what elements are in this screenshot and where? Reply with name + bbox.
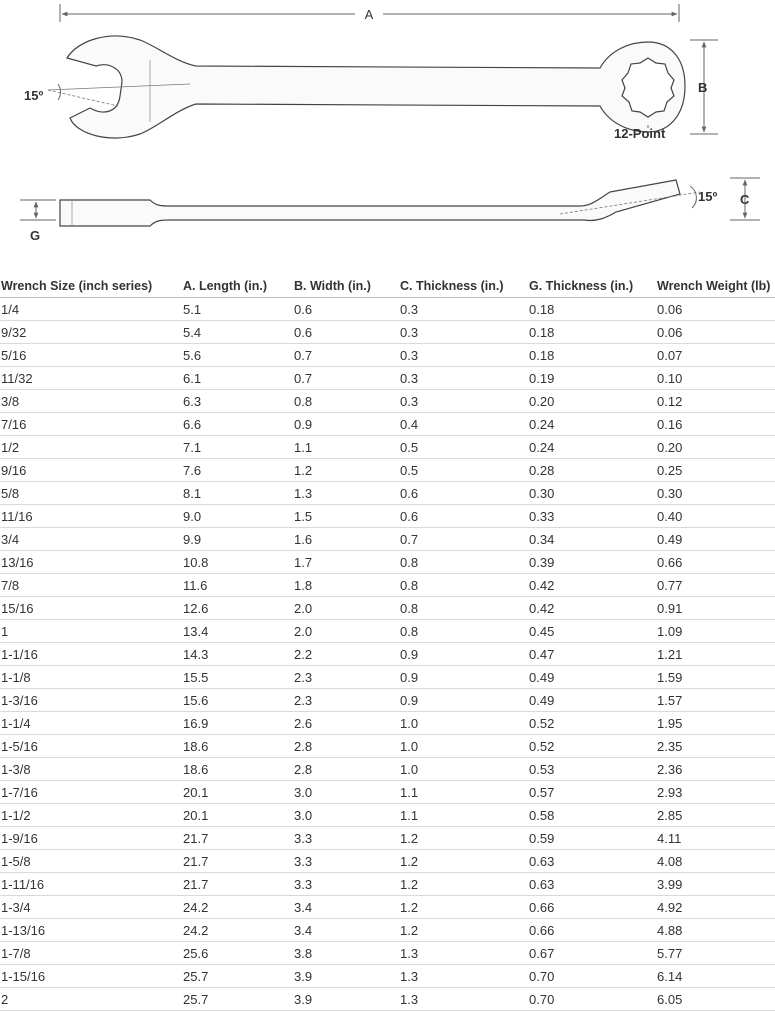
wrench-top-outline bbox=[67, 36, 685, 138]
cell-weight: 0.77 bbox=[656, 574, 775, 597]
cell-weight: 4.11 bbox=[656, 827, 775, 850]
cell-g-thickness: 0.70 bbox=[528, 965, 656, 988]
label-a: A bbox=[364, 7, 374, 22]
cell-c-thickness: 1.2 bbox=[399, 873, 528, 896]
cell-weight: 0.49 bbox=[656, 528, 775, 551]
cell-c-thickness: 0.3 bbox=[399, 367, 528, 390]
cell-c-thickness: 0.3 bbox=[399, 344, 528, 367]
cell-size: 2 bbox=[0, 988, 182, 1011]
cell-c-thickness: 0.7 bbox=[399, 528, 528, 551]
cell-length: 15.5 bbox=[182, 666, 293, 689]
cell-size: 1-1/8 bbox=[0, 666, 182, 689]
cell-size: 1-5/8 bbox=[0, 850, 182, 873]
cell-g-thickness: 0.30 bbox=[528, 482, 656, 505]
cell-size: 1-9/16 bbox=[0, 827, 182, 850]
cell-c-thickness: 1.3 bbox=[399, 942, 528, 965]
table-row bbox=[0, 505, 775, 528]
cell-size: 15/16 bbox=[0, 597, 182, 620]
cell-length: 13.4 bbox=[182, 620, 293, 643]
cell-size: 1-13/16 bbox=[0, 919, 182, 942]
cell-length: 7.1 bbox=[182, 436, 293, 459]
cell-size: 3/4 bbox=[0, 528, 182, 551]
cell-weight: 2.36 bbox=[656, 758, 775, 781]
cell-size: 1/2 bbox=[0, 436, 182, 459]
cell-weight: 0.06 bbox=[656, 321, 775, 344]
cell-width: 3.4 bbox=[293, 896, 399, 919]
table-row bbox=[0, 804, 775, 827]
cell-size: 1-15/16 bbox=[0, 965, 182, 988]
cell-g-thickness: 0.52 bbox=[528, 712, 656, 735]
cell-c-thickness: 0.9 bbox=[399, 643, 528, 666]
cell-size: 1-7/16 bbox=[0, 781, 182, 804]
cell-length: 25.6 bbox=[182, 942, 293, 965]
cell-g-thickness: 0.28 bbox=[528, 459, 656, 482]
cell-length: 16.9 bbox=[182, 712, 293, 735]
table-row bbox=[0, 574, 775, 597]
cell-c-thickness: 1.0 bbox=[399, 735, 528, 758]
table-row bbox=[0, 436, 775, 459]
cell-weight: 0.91 bbox=[656, 597, 775, 620]
cell-size: 5/8 bbox=[0, 482, 182, 505]
cell-width: 3.0 bbox=[293, 804, 399, 827]
cell-size: 7/16 bbox=[0, 413, 182, 436]
table-row bbox=[0, 551, 775, 574]
cell-length: 25.7 bbox=[182, 988, 293, 1011]
cell-g-thickness: 0.59 bbox=[528, 827, 656, 850]
cell-g-thickness: 0.49 bbox=[528, 666, 656, 689]
cell-c-thickness: 0.3 bbox=[399, 321, 528, 344]
table-row bbox=[0, 758, 775, 781]
cell-width: 1.1 bbox=[293, 436, 399, 459]
cell-length: 6.1 bbox=[182, 367, 293, 390]
table-row bbox=[0, 827, 775, 850]
cell-g-thickness: 0.52 bbox=[528, 735, 656, 758]
table-row bbox=[0, 482, 775, 505]
cell-length: 18.6 bbox=[182, 758, 293, 781]
header-c-thickness: C. Thickness (in.) bbox=[399, 275, 528, 298]
table-row bbox=[0, 689, 775, 712]
cell-weight: 0.30 bbox=[656, 482, 775, 505]
box-end-label: 12-Point bbox=[614, 126, 666, 141]
cell-length: 21.7 bbox=[182, 827, 293, 850]
cell-width: 3.4 bbox=[293, 919, 399, 942]
table-row bbox=[0, 735, 775, 758]
table-row bbox=[0, 367, 775, 390]
cell-size: 1-7/8 bbox=[0, 942, 182, 965]
table-row bbox=[0, 988, 775, 1011]
table-row bbox=[0, 919, 775, 942]
table-row bbox=[0, 965, 775, 988]
cell-c-thickness: 0.4 bbox=[399, 413, 528, 436]
cell-g-thickness: 0.63 bbox=[528, 850, 656, 873]
cell-size: 11/16 bbox=[0, 505, 182, 528]
cell-g-thickness: 0.45 bbox=[528, 620, 656, 643]
open-end-angle-label: 15º bbox=[24, 88, 44, 103]
table-body bbox=[0, 298, 775, 1011]
cell-size: 7/8 bbox=[0, 574, 182, 597]
cell-c-thickness: 1.0 bbox=[399, 712, 528, 735]
cell-length: 7.6 bbox=[182, 459, 293, 482]
cell-g-thickness: 0.19 bbox=[528, 367, 656, 390]
table-row bbox=[0, 344, 775, 367]
header-weight: Wrench Weight (lb) bbox=[656, 275, 775, 298]
table-row bbox=[0, 666, 775, 689]
cell-size: 1-5/16 bbox=[0, 735, 182, 758]
cell-length: 9.0 bbox=[182, 505, 293, 528]
cell-c-thickness: 1.3 bbox=[399, 965, 528, 988]
cell-g-thickness: 0.20 bbox=[528, 390, 656, 413]
cell-g-thickness: 0.47 bbox=[528, 643, 656, 666]
cell-c-thickness: 1.0 bbox=[399, 758, 528, 781]
cell-c-thickness: 1.2 bbox=[399, 827, 528, 850]
table-row bbox=[0, 896, 775, 919]
cell-g-thickness: 0.67 bbox=[528, 942, 656, 965]
cell-c-thickness: 1.2 bbox=[399, 850, 528, 873]
cell-c-thickness: 0.8 bbox=[399, 620, 528, 643]
cell-g-thickness: 0.34 bbox=[528, 528, 656, 551]
cell-weight: 0.40 bbox=[656, 505, 775, 528]
cell-g-thickness: 0.18 bbox=[528, 344, 656, 367]
cell-weight: 2.35 bbox=[656, 735, 775, 758]
table-row bbox=[0, 459, 775, 482]
cell-length: 10.8 bbox=[182, 551, 293, 574]
cell-weight: 2.85 bbox=[656, 804, 775, 827]
cell-c-thickness: 0.3 bbox=[399, 390, 528, 413]
cell-g-thickness: 0.63 bbox=[528, 873, 656, 896]
cell-length: 5.1 bbox=[182, 298, 293, 321]
cell-weight: 2.93 bbox=[656, 781, 775, 804]
cell-g-thickness: 0.39 bbox=[528, 551, 656, 574]
cell-c-thickness: 0.8 bbox=[399, 551, 528, 574]
cell-weight: 0.25 bbox=[656, 459, 775, 482]
table-row bbox=[0, 390, 775, 413]
cell-width: 1.8 bbox=[293, 574, 399, 597]
cell-width: 1.3 bbox=[293, 482, 399, 505]
cell-weight: 0.66 bbox=[656, 551, 775, 574]
cell-width: 3.9 bbox=[293, 965, 399, 988]
label-c: C bbox=[740, 192, 750, 207]
cell-c-thickness: 1.1 bbox=[399, 804, 528, 827]
wrench-side-outline bbox=[60, 180, 680, 226]
cell-size: 1-1/16 bbox=[0, 643, 182, 666]
cell-g-thickness: 0.66 bbox=[528, 919, 656, 942]
cell-weight: 4.08 bbox=[656, 850, 775, 873]
cell-size: 1-3/4 bbox=[0, 896, 182, 919]
cell-c-thickness: 0.6 bbox=[399, 482, 528, 505]
cell-weight: 1.09 bbox=[656, 620, 775, 643]
cell-c-thickness: 0.6 bbox=[399, 505, 528, 528]
cell-length: 20.1 bbox=[182, 804, 293, 827]
label-b: B bbox=[698, 80, 708, 95]
cell-weight: 3.99 bbox=[656, 873, 775, 896]
cell-c-thickness: 0.9 bbox=[399, 666, 528, 689]
table-row bbox=[0, 643, 775, 666]
cell-weight: 4.92 bbox=[656, 896, 775, 919]
cell-g-thickness: 0.70 bbox=[528, 988, 656, 1011]
cell-c-thickness: 0.5 bbox=[399, 436, 528, 459]
cell-length: 25.7 bbox=[182, 965, 293, 988]
cell-width: 0.7 bbox=[293, 344, 399, 367]
cell-length: 24.2 bbox=[182, 919, 293, 942]
cell-length: 8.1 bbox=[182, 482, 293, 505]
cell-width: 1.6 bbox=[293, 528, 399, 551]
cell-size: 1-1/2 bbox=[0, 804, 182, 827]
cell-width: 2.3 bbox=[293, 689, 399, 712]
cell-weight: 5.77 bbox=[656, 942, 775, 965]
header-wrench-size: Wrench Size (inch series) bbox=[0, 275, 182, 298]
cell-weight: 6.05 bbox=[656, 988, 775, 1011]
cell-width: 0.6 bbox=[293, 321, 399, 344]
wrench-side-view bbox=[60, 180, 680, 226]
cell-width: 1.5 bbox=[293, 505, 399, 528]
cell-size: 9/16 bbox=[0, 459, 182, 482]
cell-width: 2.0 bbox=[293, 620, 399, 643]
cell-width: 0.9 bbox=[293, 413, 399, 436]
cell-c-thickness: 0.5 bbox=[399, 459, 528, 482]
cell-width: 3.3 bbox=[293, 850, 399, 873]
table-row bbox=[0, 873, 775, 896]
cell-width: 3.9 bbox=[293, 988, 399, 1011]
cell-length: 15.6 bbox=[182, 689, 293, 712]
offset-angle-label: 15º bbox=[698, 189, 718, 204]
table-row bbox=[0, 620, 775, 643]
cell-width: 0.6 bbox=[293, 298, 399, 321]
cell-length: 5.6 bbox=[182, 344, 293, 367]
table-row bbox=[0, 413, 775, 436]
cell-c-thickness: 1.3 bbox=[399, 988, 528, 1011]
cell-width: 3.0 bbox=[293, 781, 399, 804]
cell-size: 13/16 bbox=[0, 551, 182, 574]
cell-c-thickness: 1.2 bbox=[399, 919, 528, 942]
cell-length: 11.6 bbox=[182, 574, 293, 597]
cell-g-thickness: 0.24 bbox=[528, 413, 656, 436]
label-g: G bbox=[30, 228, 41, 243]
cell-c-thickness: 0.8 bbox=[399, 574, 528, 597]
table-row bbox=[0, 781, 775, 804]
cell-g-thickness: 0.33 bbox=[528, 505, 656, 528]
cell-width: 2.2 bbox=[293, 643, 399, 666]
cell-weight: 0.10 bbox=[656, 367, 775, 390]
cell-c-thickness: 0.3 bbox=[399, 298, 528, 321]
cell-weight: 1.21 bbox=[656, 643, 775, 666]
cell-size: 1-11/16 bbox=[0, 873, 182, 896]
cell-width: 2.3 bbox=[293, 666, 399, 689]
cell-weight: 0.16 bbox=[656, 413, 775, 436]
cell-length: 21.7 bbox=[182, 873, 293, 896]
table-row bbox=[0, 942, 775, 965]
header-width: B. Width (in.) bbox=[293, 275, 399, 298]
cell-length: 6.3 bbox=[182, 390, 293, 413]
cell-weight: 4.88 bbox=[656, 919, 775, 942]
cell-g-thickness: 0.49 bbox=[528, 689, 656, 712]
cell-size: 3/8 bbox=[0, 390, 182, 413]
table-row bbox=[0, 528, 775, 551]
wrench-diagram bbox=[0, 0, 775, 270]
cell-size: 5/16 bbox=[0, 344, 182, 367]
cell-width: 2.6 bbox=[293, 712, 399, 735]
table-row bbox=[0, 321, 775, 344]
table-row bbox=[0, 298, 775, 321]
cell-g-thickness: 0.57 bbox=[528, 781, 656, 804]
cell-c-thickness: 0.8 bbox=[399, 597, 528, 620]
cell-size: 9/32 bbox=[0, 321, 182, 344]
cell-width: 1.2 bbox=[293, 459, 399, 482]
wrench-spec-table bbox=[0, 275, 775, 1011]
cell-g-thickness: 0.66 bbox=[528, 896, 656, 919]
wrench-top-view bbox=[67, 36, 685, 138]
cell-length: 18.6 bbox=[182, 735, 293, 758]
cell-weight: 6.14 bbox=[656, 965, 775, 988]
cell-width: 0.7 bbox=[293, 367, 399, 390]
cell-size: 1-3/16 bbox=[0, 689, 182, 712]
cell-length: 6.6 bbox=[182, 413, 293, 436]
cell-g-thickness: 0.42 bbox=[528, 597, 656, 620]
cell-weight: 0.07 bbox=[656, 344, 775, 367]
header-g-thickness: G. Thickness (in.) bbox=[528, 275, 656, 298]
cell-size: 11/32 bbox=[0, 367, 182, 390]
table-header-row bbox=[0, 275, 775, 298]
cell-width: 2.8 bbox=[293, 758, 399, 781]
cell-size: 1 bbox=[0, 620, 182, 643]
header-length: A. Length (in.) bbox=[182, 275, 293, 298]
cell-weight: 1.59 bbox=[656, 666, 775, 689]
cell-length: 21.7 bbox=[182, 850, 293, 873]
cell-size: 1-1/4 bbox=[0, 712, 182, 735]
cell-weight: 0.12 bbox=[656, 390, 775, 413]
cell-g-thickness: 0.24 bbox=[528, 436, 656, 459]
cell-c-thickness: 0.9 bbox=[399, 689, 528, 712]
cell-width: 1.7 bbox=[293, 551, 399, 574]
cell-width: 3.3 bbox=[293, 827, 399, 850]
cell-length: 12.6 bbox=[182, 597, 293, 620]
cell-width: 0.8 bbox=[293, 390, 399, 413]
cell-length: 9.9 bbox=[182, 528, 293, 551]
cell-weight: 1.57 bbox=[656, 689, 775, 712]
cell-g-thickness: 0.42 bbox=[528, 574, 656, 597]
cell-size: 1-3/8 bbox=[0, 758, 182, 781]
cell-g-thickness: 0.58 bbox=[528, 804, 656, 827]
cell-g-thickness: 0.18 bbox=[528, 298, 656, 321]
cell-weight: 0.20 bbox=[656, 436, 775, 459]
cell-g-thickness: 0.53 bbox=[528, 758, 656, 781]
cell-width: 2.8 bbox=[293, 735, 399, 758]
table-row bbox=[0, 712, 775, 735]
table-row bbox=[0, 850, 775, 873]
cell-width: 3.3 bbox=[293, 873, 399, 896]
cell-g-thickness: 0.18 bbox=[528, 321, 656, 344]
cell-weight: 1.95 bbox=[656, 712, 775, 735]
cell-width: 2.0 bbox=[293, 597, 399, 620]
cell-length: 5.4 bbox=[182, 321, 293, 344]
cell-length: 24.2 bbox=[182, 896, 293, 919]
cell-c-thickness: 1.1 bbox=[399, 781, 528, 804]
cell-size: 1/4 bbox=[0, 298, 182, 321]
cell-c-thickness: 1.2 bbox=[399, 896, 528, 919]
cell-weight: 0.06 bbox=[656, 298, 775, 321]
cell-length: 20.1 bbox=[182, 781, 293, 804]
cell-width: 3.8 bbox=[293, 942, 399, 965]
cell-length: 14.3 bbox=[182, 643, 293, 666]
table-row bbox=[0, 597, 775, 620]
